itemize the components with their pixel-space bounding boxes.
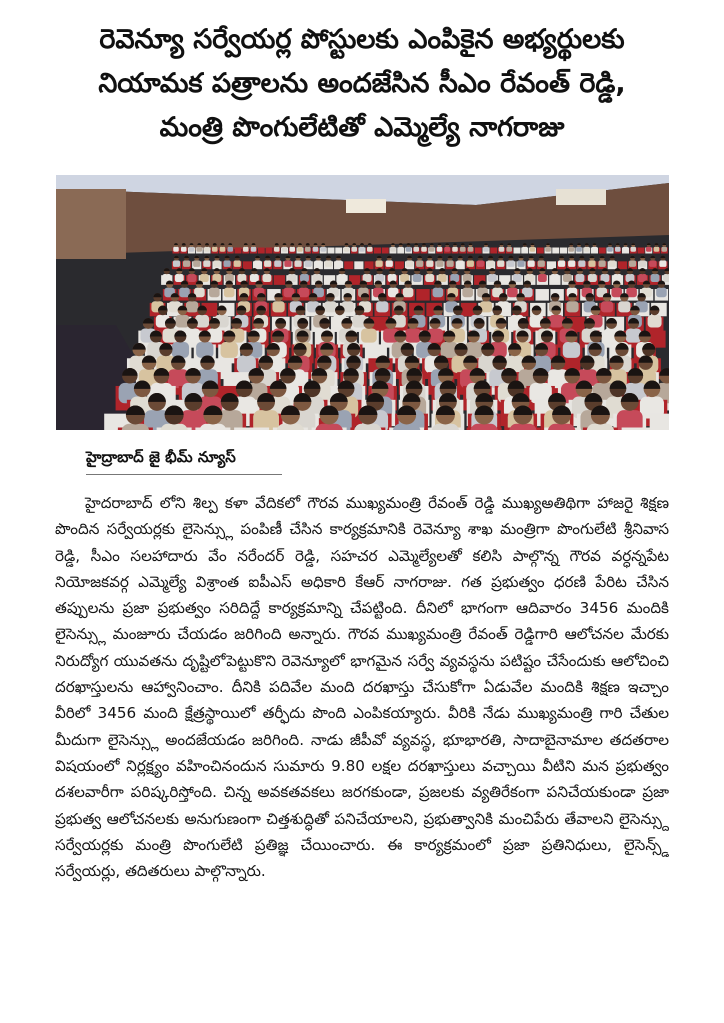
- headline: [20, 18, 704, 150]
- byline: హైద్రాబాద్ జై భీమ్ న్యూస్: [86, 448, 236, 466]
- headline-line-1: రెవెన్యూ సర్వేయర్ల పోస్టులకు ఎంపికైన అభ్యర్థులకు: [99, 24, 625, 55]
- article-body: హైదరాబాద్ లోని శిల్ప కళా వేదికలో గౌరవ ముఖ్యమంత్రి రేవంత్ రెడ్డి ముఖ్యఅతిథిగా హాజరై శిక్షణ పొందిన సర్వేయర్లకు లైసెన్స్లు పంపిణీ చేసిన కార్యక్రమానికి రెవెన్యూ శాఖ మంత్రిగా పొంగులేటి శ్రీనివాస రెడ్డి, సీఎం సలహాదారు వేం నరేందర్ రెడ్డి, సహచర ఎమ్మెల్యేలతో కలిసి పాల్గొన్న గౌరవ వర్ధన్నపేట నియోజకవర్గ ఎమ్మెల్యే విశ్రాంత ఐపీఎస్ అధికారి కేఆర్ నాగరాజు. గత ప్రభుత్వం ధరణి పేరిట చేసిన తప్పులను ప్రజా ప్రభుత్వం సరిదిద్దే కార్యక్రమాన్ని చేపట్టింది. దీనిలో భాగంగా ఆదివారం 3456 మందికి లైసెన్స్లు మంజూరు చేయడం జరిగింది అన్నారు. గౌరవ ముఖ్యమంత్రి రేవంత్ రెడ్డిగారి ఆలోచనల మేరకు నిరుద్యోగ యువతను దృష్టిలోపెట్టుకొని రెవెన్యూలో భాగమైన సర్వే వ్యవస్థను పటిష్టం చేసేందుకు ఆలోచించి దరఖాస్తులను ఆహ్వానించాం. దీనికి పదివేల మంది దరఖాస్తు చేసుకోగా ఏడువేల మందికి శిక్షణ ఇచ్చాం వీరిలో 3456 మంది క్షేత్రస్థాయిలో తర్ఫీదు పొంది ఎంపికయ్యారు. వీరికి నేడు ముఖ్యమంత్రి గారి చేతుల మీదుగా లైసెన్స్లు అందజేయడం జరిగింది. నాడు జీపీవో వ్యవస్థ, భూభారతి, సాదాబైనామాల తదతరాల విషయంలో నిర్లక్ష్యం వహించినందున సుమారు 9.80 లక్షల దరఖాస్తులు వచ్చాయి వీటిని మన ప్రభుత్వం దశలవారీగా పరిష్కరిస్తోంది. చిన్న అవకతవకలు జరగకుండా, ప్రజలకు వ్యతిరేకంగా పనిచేయకుండా ప్రజా ప్రభుత్వ ఆలోచనలకు అనుగుణంగా చిత్తశుద్ధితో పనిచేయాలని, ప్రభుత్వానికి మంచిపేరు తేవాలని లైసెన్స్దు సర్వేయర్లకు మంత్రి పొంగులేటి ప్రతిజ్ఞ చేయించారు. ఈ కార్యక్రమంలో ప్రజా ప్రతినిధులు, లైసెన్స్డ్ సర్వేయర్లు, తదితరులు పాల్గొన్నారు.: [55, 494, 669, 881]
- auditorium-photo: [56, 175, 669, 430]
- byline-divider: [86, 474, 282, 475]
- headline-line-3: మంత్రి పొంగులేటితో ఎమ్మెల్యే నాగరాజు: [159, 112, 565, 143]
- headline-line-2: నియామక పత్రాలను అందజేసిన సీఎం రేవంత్ రెడ్డి,: [98, 68, 626, 99]
